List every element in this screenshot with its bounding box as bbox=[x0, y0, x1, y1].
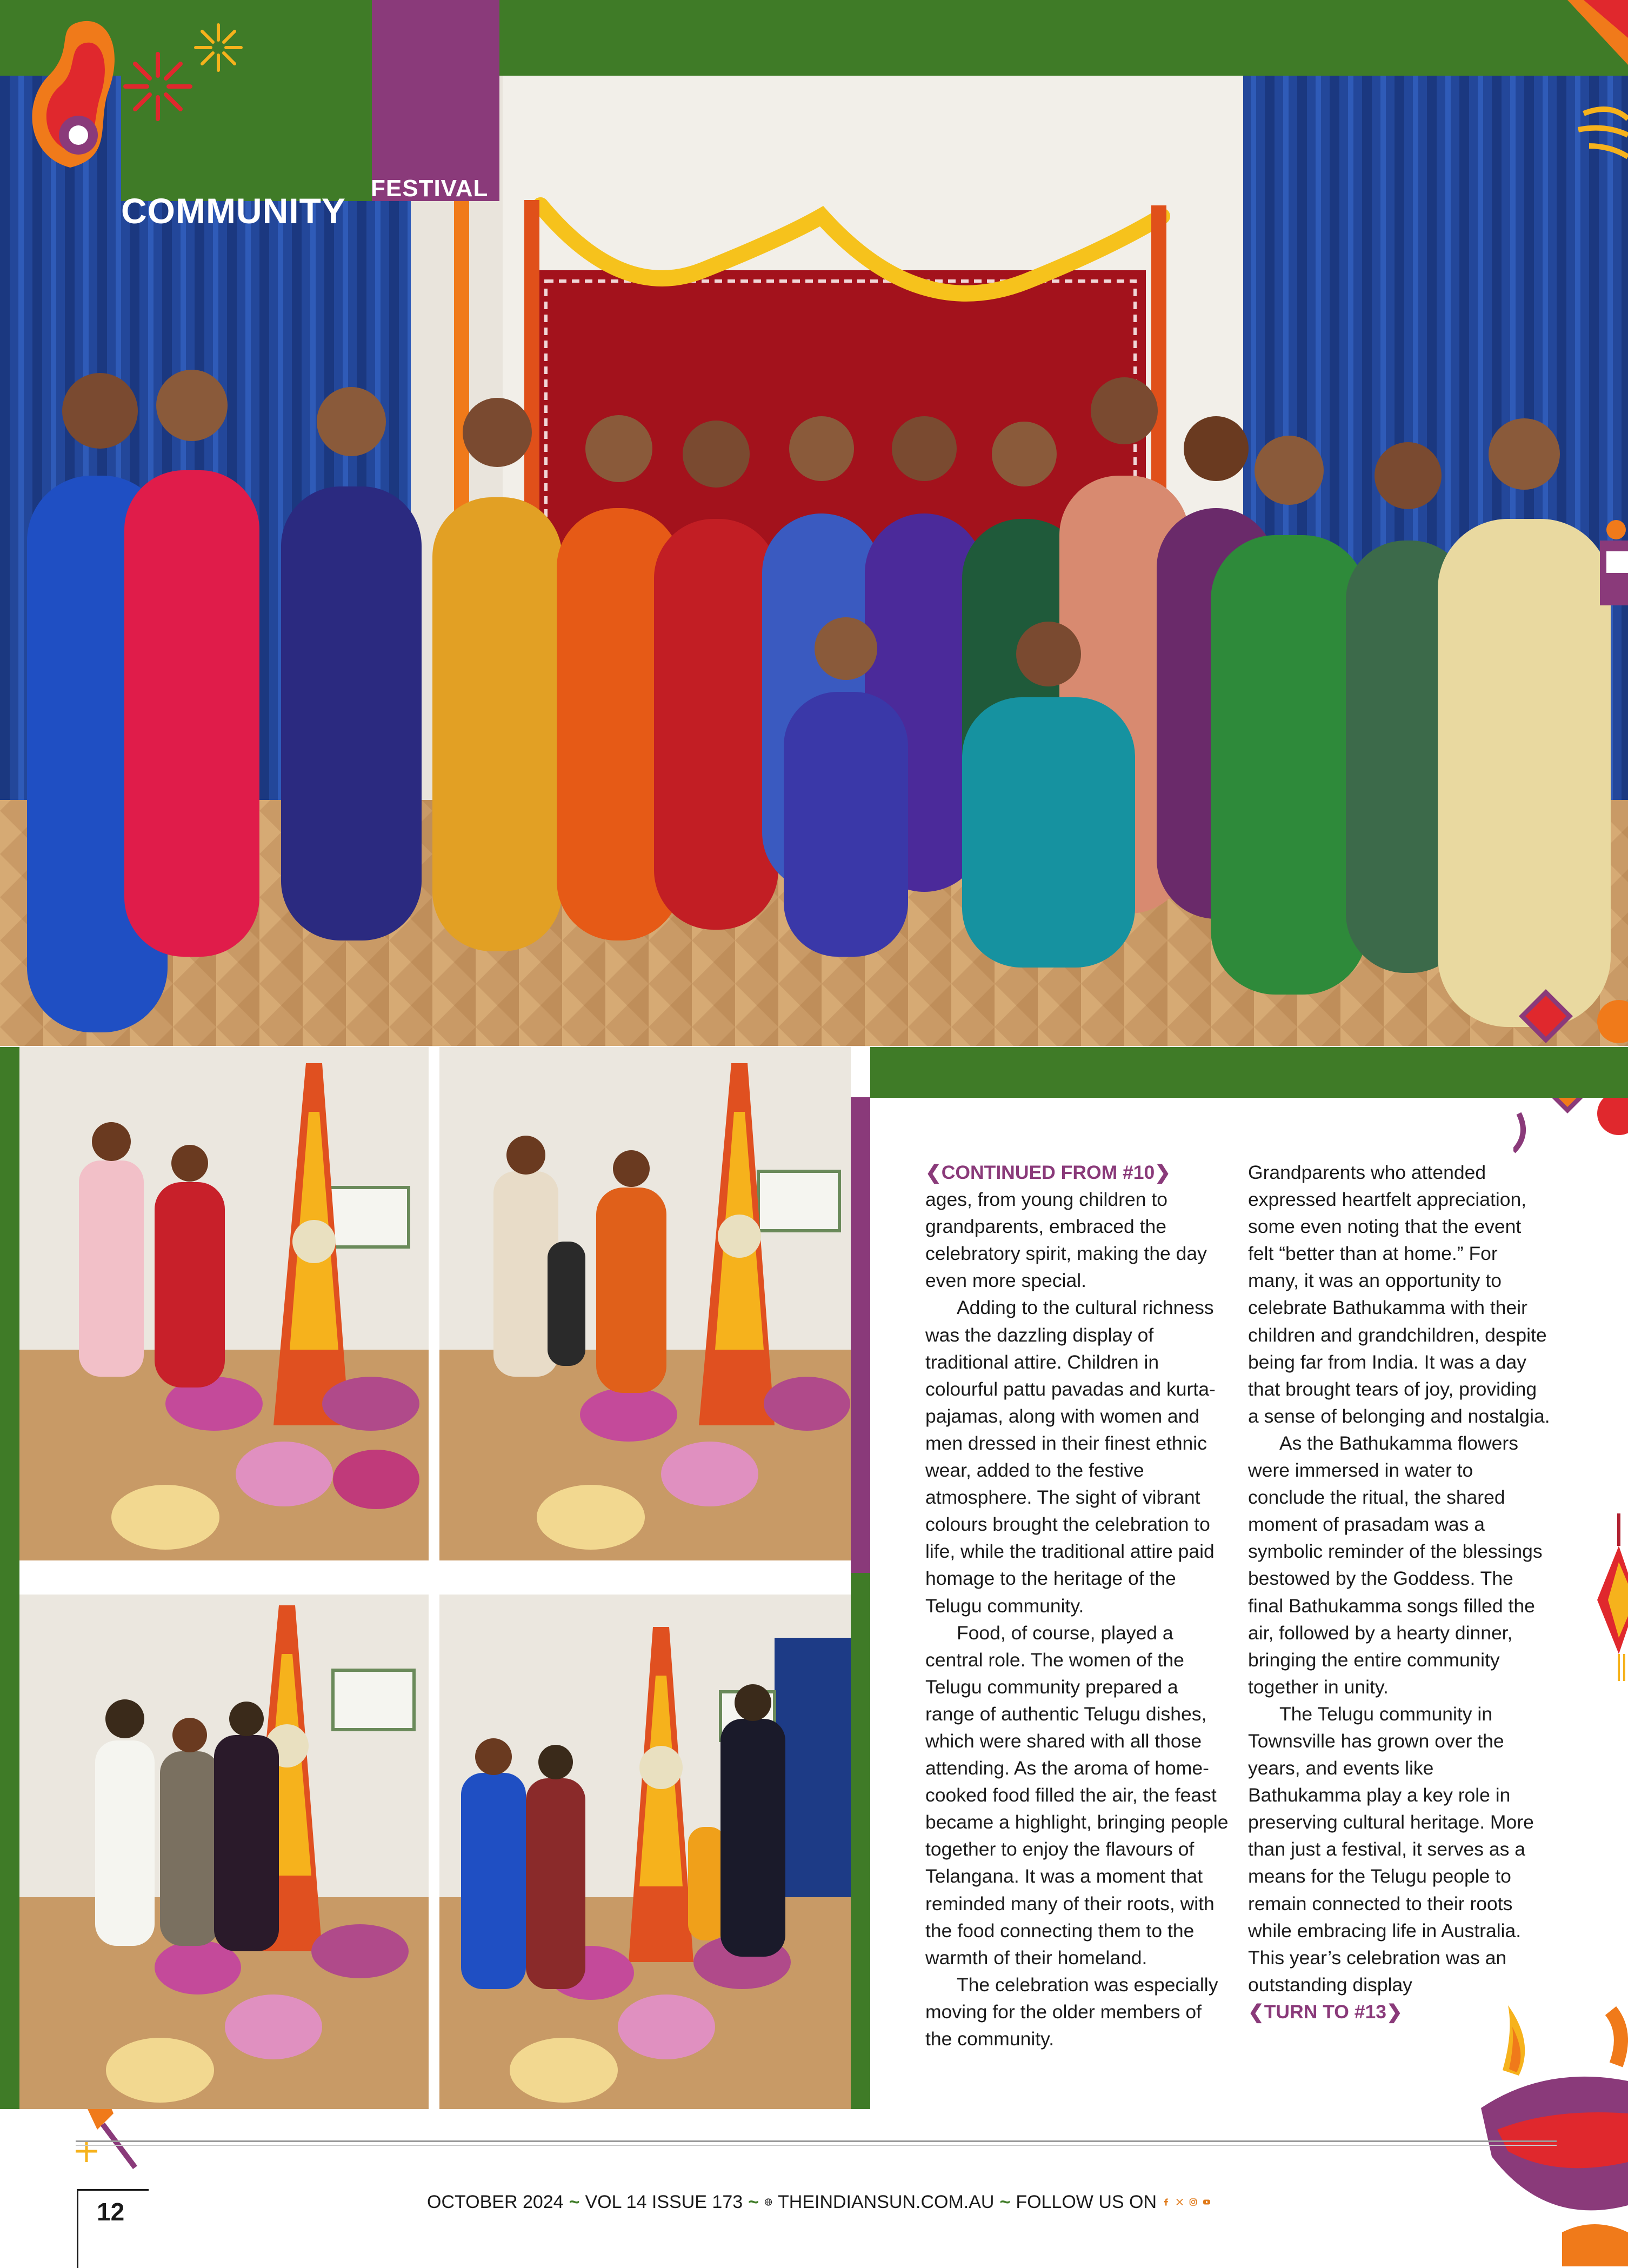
grid-photo-1 bbox=[19, 1047, 429, 1560]
article-column-2 bbox=[1248, 1159, 1552, 2025]
footer-info bbox=[427, 2186, 1211, 2218]
firework-icon bbox=[120, 49, 196, 124]
paragraph: As the Bathukamma flowers were immersed in water to conclude the ritual, the shared moment of prasadam was a symbolic reminder of the blessings bestowed by the Goddess. The final Bathukamma songs filled the air, followed by a hearty dinner, bringing the entire community together in unity. bbox=[1248, 1432, 1543, 1698]
paragraph: Adding to the cultural richness was the dazzling display of traditional attire. Children in colourful pattu pavadas and kurta-pajamas, along with women and men dressed in their finest ethnic wear, added to the festive atmosphere. The sight of vibrant colours brought the celebration to life, while the traditional attire paid homage to the heritage of the Telugu community. bbox=[925, 1297, 1216, 1617]
header-purple-block bbox=[372, 0, 499, 201]
article-header-bar bbox=[870, 1047, 1628, 1098]
grid-photo-3 bbox=[19, 1595, 429, 2109]
grid-right-purple-bar bbox=[851, 1097, 870, 1573]
facebook-icon[interactable] bbox=[1162, 2194, 1170, 2210]
paragraph: Grandparents who attended expressed heartfelt appreciation, some even noting that the event felt “better than at home.” For many, it was an opportunity to celebrate Bathukamma with their children and grandchildren, despite being far from India. It was a day that brought tears of joy, providing a sense of belonging and nostalgia. bbox=[1248, 1162, 1550, 1427]
instagram-icon[interactable] bbox=[1189, 2194, 1197, 2210]
turn-to-marker[interactable]: ❮TURN TO #13❯ bbox=[1248, 2000, 1403, 2023]
paragraph: Food, of course, played a central role. The women of the Telugu community prepared a range of authentic Telugu dishes, which were shared with all those attending. As the aroma of home-cooked food filled the air, the feast became a highlight, bringing people together to enjoy the flavours of Telangana. It was a moment that reminded many of their roots, with the food connecting them to the warmth of their homeland. bbox=[925, 1622, 1229, 1969]
hanging-lantern-icon bbox=[1586, 1513, 1628, 1686]
issue-date: OCTOBER 2024 bbox=[427, 2191, 564, 2212]
separator-icon: ~ bbox=[569, 2191, 580, 2212]
footer-rule-thin bbox=[76, 2145, 1557, 2146]
footer-rule bbox=[76, 2140, 1557, 2142]
page-number: 12 bbox=[97, 2198, 125, 2226]
lantern-icon bbox=[1594, 519, 1628, 627]
corner-pattern-icon bbox=[1562, 0, 1628, 173]
website-link[interactable]: THEINDIANSUN.COM.AU bbox=[778, 2191, 995, 2212]
grid-photo-2 bbox=[439, 1047, 851, 1560]
section-subtitle: FESTIVAL bbox=[371, 175, 489, 202]
paragraph: ages, from young children to grandparents, embraced the celebratory spirit, making the day even more special. bbox=[925, 1189, 1207, 1292]
separator-icon: ~ bbox=[999, 2191, 1011, 2212]
paisley-icon bbox=[16, 16, 124, 173]
paragraph: The Telugu community in Townsville has grown over the years, and events like Bathukamma play a key role in preserving cultural heritage. More than just a festival, it serves as a means for the Telugu people to remain connected to their roots while embracing life in Australia. This year’s celebration was an outstanding display bbox=[1248, 1703, 1534, 1996]
grid-photo-4 bbox=[439, 1595, 851, 2109]
firework-small-icon bbox=[192, 22, 244, 74]
follow-label: FOLLOW US ON bbox=[1016, 2191, 1157, 2212]
globe-icon bbox=[764, 2194, 772, 2210]
paragraph: The celebration was especially moving for the older members of the community. bbox=[925, 1973, 1218, 2050]
issue-volume: VOL 14 ISSUE 173 bbox=[585, 2191, 743, 2212]
diya-icon bbox=[1481, 2000, 1628, 2266]
separator-icon: ~ bbox=[748, 2191, 759, 2212]
grid-left-green-bar bbox=[0, 1047, 19, 2109]
section-title: COMMUNITY bbox=[121, 191, 346, 231]
article-column-1 bbox=[925, 1159, 1229, 2052]
youtube-icon[interactable] bbox=[1203, 2194, 1211, 2210]
page-number-box bbox=[77, 2189, 149, 2268]
section-label bbox=[121, 175, 489, 231]
x-icon[interactable] bbox=[1176, 2194, 1184, 2210]
continued-marker[interactable]: ❮CONTINUED FROM #10❯ bbox=[925, 1162, 1171, 1183]
grid-right-green-bar bbox=[851, 1573, 870, 2109]
